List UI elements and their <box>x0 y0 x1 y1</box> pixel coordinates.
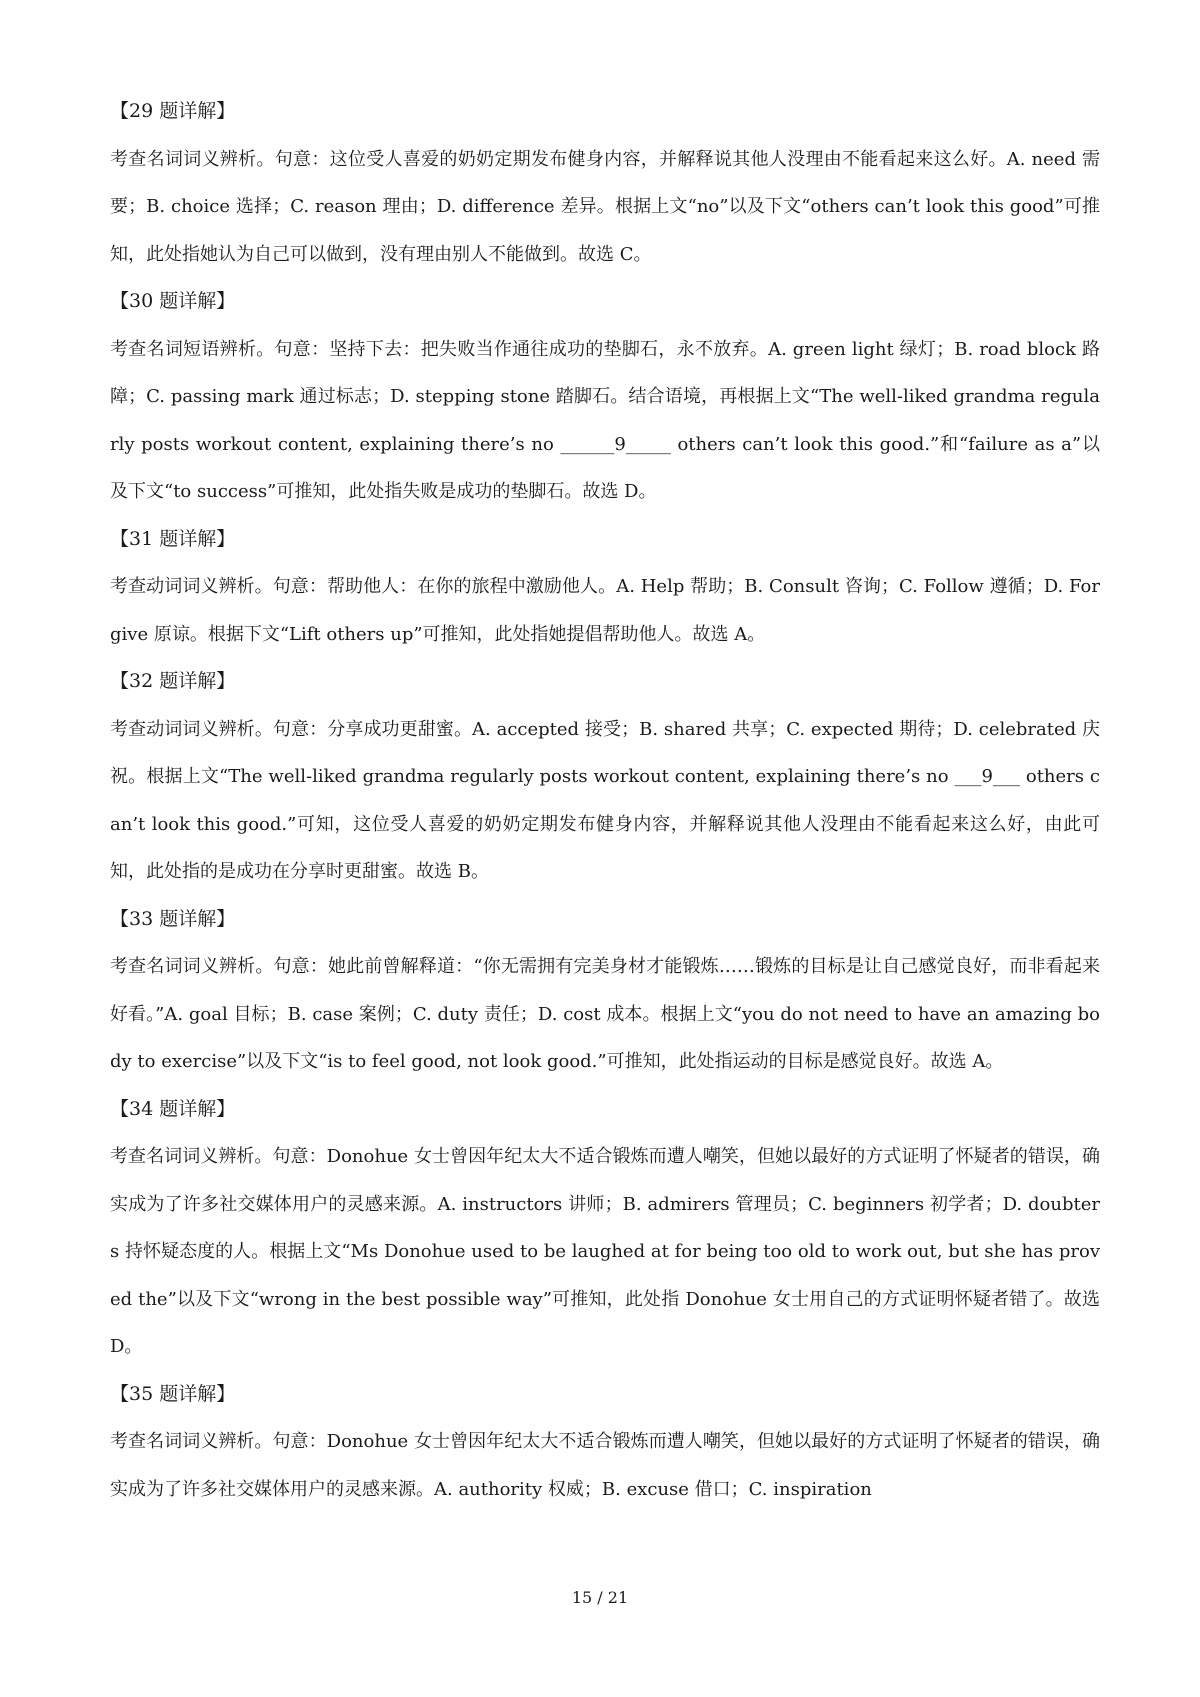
section-body: 考查名词词义辨析。句意：这位受人喜爱的奶奶定期发布健身内容，并解释说其他人没理由不能看起来这么好。A. need 需要；B. choice 选择；C. reason 理由；D. difference 差异。根据上文“no”以及下文“others can’t look this good”可推知，此处指她认为自己可以做到，没有理由别人不能做到。故选 C。 <box>110 148 1100 265</box>
section-body: 考查动词词义辨析。句意：分享成功更甜蜜。A. accepted 接受；B. shared 共享；C. expected 期待；D. celebrated 庆祝。根据上文“The well-liked grandma regularly posts workout content, explaining there’s no ___9___ others can’t look this good.”可知，这位受人喜爱的奶奶定期发布健身内容，并解释说其他人没理由不能看起来这么好，由此可知，此处指的是成功在分享时更甜蜜。故选 B。 <box>110 718 1100 882</box>
section-body: 考查动词词义辨析。句意：帮助他人：在你的旅程中激励他人。A. Help 帮助；B. Consult 咨询；C. Follow 遵循；D. Forgive 原谅。根据下文“Lift others up”可推知，此处指她提倡帮助他人。故选 A。 <box>110 576 1100 645</box>
section-body: 考查名词词义辨析。句意：Donohue 女士曾因年纪太大不适合锻炼而遭人嘲笑，但她以最好的方式证明了怀疑者的错误，确实成为了许多社交媒体用户的灵感来源。A. authority 权威；B. excuse 借口；C. inspiration <box>110 1431 1100 1500</box>
section-heading: 【30 题详解】 <box>110 290 236 312</box>
section-heading: 【29 题详解】 <box>110 100 236 122</box>
section-heading: 【33 题详解】 <box>110 907 236 930</box>
section-body: 考查名词短语辨析。句意：坚持下去：把失败当作通往成功的垫脚石，永不放弃。A. green light 绿灯；B. road block 路障；C. passing mark 通过标志；D. stepping stone 踏脚石。结合语境，再根据上文“The well-liked grandma regularly posts workout content, explaining there’s no ______9_____ others can’t look this good.”和“failure as a”以及下文“to success”可推知，此处指失败是成功的垫脚石。故选 D。 <box>110 338 1100 502</box>
page-number: 15 / 21 <box>571 1588 629 1607</box>
section-heading: 【34 题详解】 <box>110 1097 236 1120</box>
section-heading: 【31 题详解】 <box>110 527 236 550</box>
section-heading: 【35 题详解】 <box>110 1382 236 1405</box>
section-heading: 【32 题详解】 <box>110 670 236 692</box>
document-page <box>110 88 1100 1513</box>
section-body: 考查名词词义辨析。句意：她此前曾解释道：“你无需拥有完美身材才能锻炼……锻炼的目标是让自己感觉良好，而非看起来好看。”A. goal 目标；B. case 案例；C. duty 责任；D. cost 成本。根据上文“you do not need to have an amazing body to exercise”以及下文“is to feel good, not look good.”可推知，此处指运动的目标是感觉良好。故选 A。 <box>110 956 1100 1072</box>
section-body: 考查名词词义辨析。句意：Donohue 女士曾因年纪太大不适合锻炼而遭人嘲笑，但她以最好的方式证明了怀疑者的错误，确实成为了许多社交媒体用户的灵感来源。A. instructors 讲师；B. admirers 管理员；C. beginners 初学者；D. doubters 持怀疑态度的人。根据上文“Ms Donohue used to be laughed at for being too old to work out, but she has proved the”以及下文“wrong in the best possible way”可推知，此处指 Donohue 女士用自己的方式证明怀疑者错了。故选 D。 <box>110 1146 1100 1357</box>
